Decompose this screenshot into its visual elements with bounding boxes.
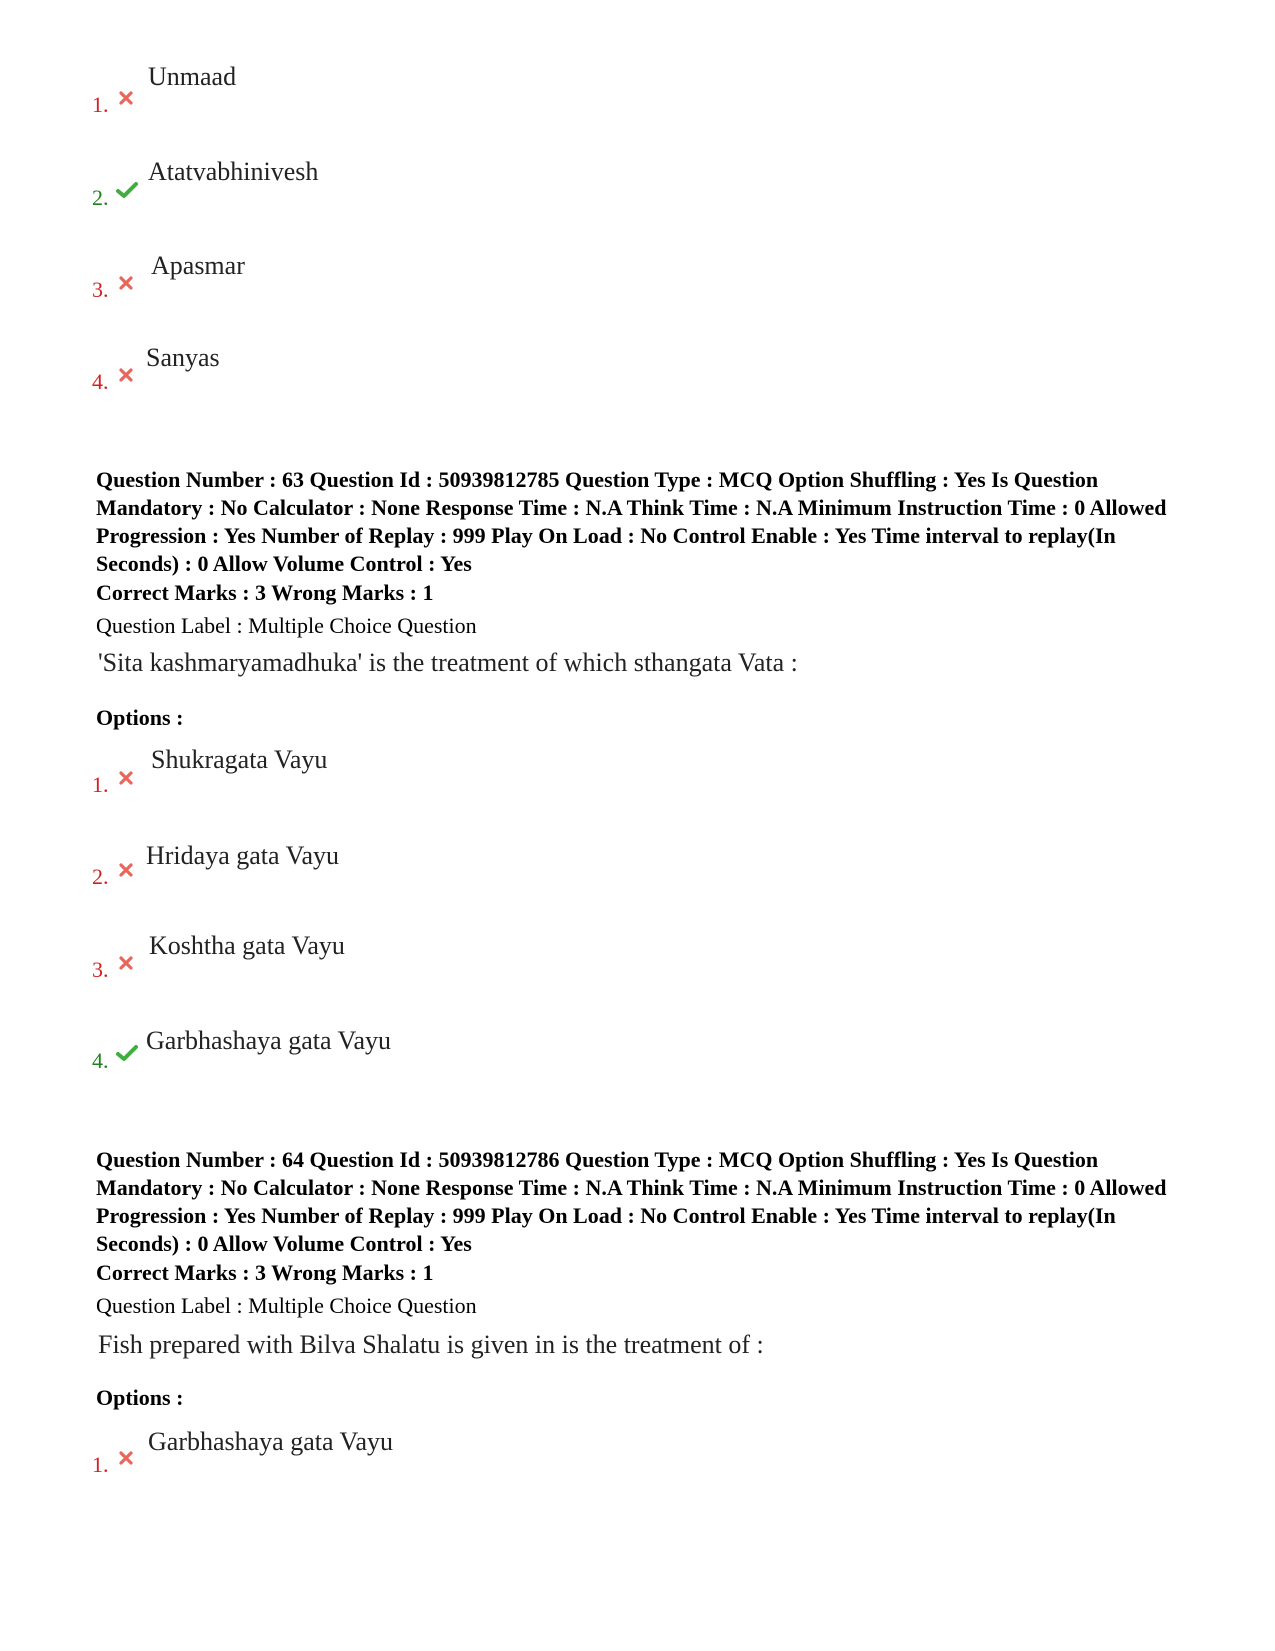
option-text: Garbhashaya gata Vayu [148, 1427, 393, 1456]
option-text: Apasmar [151, 251, 245, 280]
option-text: Koshtha gata Vayu [149, 931, 345, 960]
cross-icon [118, 90, 134, 106]
cross-icon [118, 367, 134, 383]
question-label: Question Label : Multiple Choice Question [96, 1293, 477, 1318]
cross-icon [118, 770, 134, 786]
option-number: 1. [92, 92, 109, 117]
cross-icon [118, 1450, 134, 1466]
option-text: Atatvabhinivesh [148, 157, 319, 186]
check-icon [116, 181, 138, 199]
check-icon [116, 1044, 138, 1062]
option-number: 3. [92, 277, 109, 302]
option-text: Hridaya gata Vayu [146, 841, 340, 870]
option-number: 2. [92, 185, 109, 210]
option-number: 4. [92, 1048, 109, 1073]
option-number: 4. [92, 369, 109, 394]
question-text: 'Sita kashmaryamadhuka' is the treatment of which sthangata Vata : [98, 648, 798, 677]
option-text: Sanyas [146, 343, 220, 372]
question-marks: Correct Marks : 3 Wrong Marks : 1 [96, 580, 434, 605]
option-number: 1. [92, 772, 109, 797]
question-meta: Question Number : 64 Question Id : 50939812786 Question Type : MCQ Option Shuffling : Yes Is Question Mandatory : No Calculator : None Response Time : N.A Think Time : N.A Minimum Instruction Time : 0 Allowed Progression : Yes Number of Replay : 999 Play On Load : No Control Enable : Yes Time interval to replay(In Seconds) : 0 Allow Volume Control : Yes [96, 1147, 1167, 1256]
cross-icon [118, 955, 134, 971]
options-heading: Options : [96, 1385, 184, 1410]
options-heading: Options : [96, 705, 184, 730]
question-label: Question Label : Multiple Choice Question [96, 613, 477, 638]
option-number: 3. [92, 957, 109, 982]
question-text: Fish prepared with Bilva Shalatu is given in is the treatment of : [98, 1330, 764, 1359]
option-text: Unmaad [148, 62, 237, 91]
option-number: 1. [92, 1452, 109, 1477]
question-meta: Question Number : 63 Question Id : 50939812785 Question Type : MCQ Option Shuffling : Yes Is Question Mandatory : No Calculator : None Response Time : N.A Think Time : N.A Minimum Instruction Time : 0 Allowed Progression : Yes Number of Replay : 999 Play On Load : No Control Enable : Yes Time interval to replay(In Seconds) : 0 Allow Volume Control : Yes [96, 467, 1167, 576]
cross-icon [118, 862, 134, 878]
question-marks: Correct Marks : 3 Wrong Marks : 1 [96, 1260, 434, 1285]
option-text: Shukragata Vayu [151, 745, 328, 774]
cross-icon [118, 275, 134, 291]
option-number: 2. [92, 864, 109, 889]
option-text: Garbhashaya gata Vayu [146, 1026, 391, 1055]
